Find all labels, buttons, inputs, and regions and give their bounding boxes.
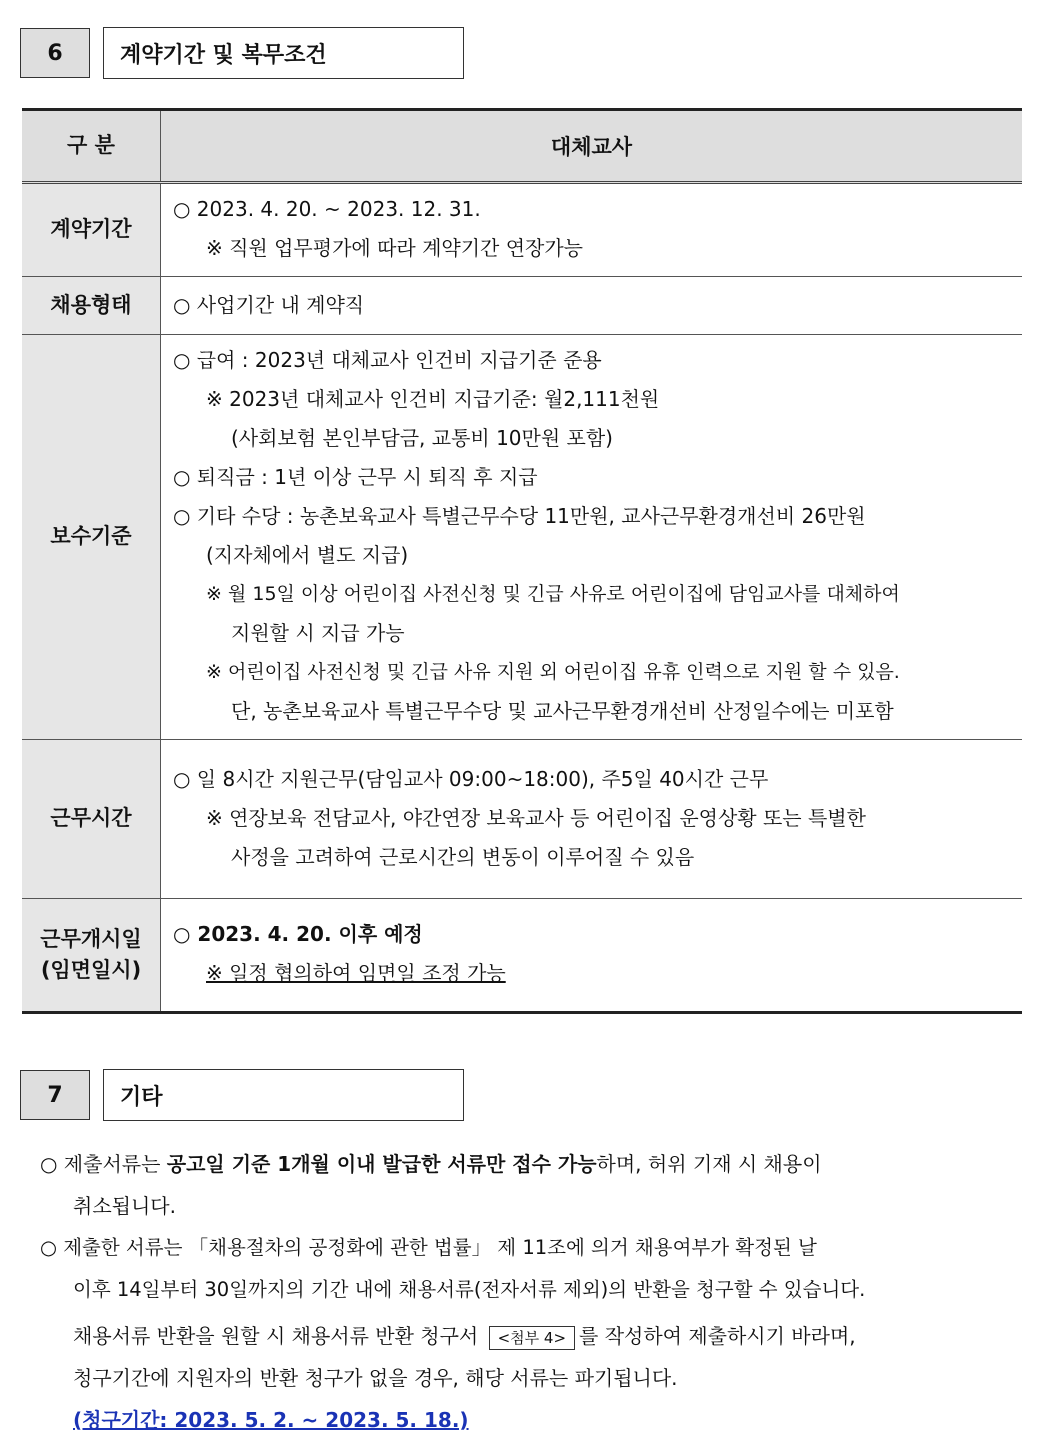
row-line: ○ 급여 : 2023년 대체교사 인건비 지급기준 준용 xyxy=(173,348,602,372)
note-paragraph-2: ○ 제출한 서류는 「채용절차의 공정화에 관한 법률」 제 11조에 의거 채용여부가 확정된 날 xyxy=(40,1236,817,1259)
section-title-7: 기타 xyxy=(103,1069,464,1121)
row-line: ○ 기타 수당 : 농촌보육교사 특별근무수당 11만원, 교사근무환경개선비 26만원 xyxy=(173,504,866,528)
note-text-line xyxy=(40,1315,1025,1357)
row-line: ○ 일 8시간 지원근무(담임교사 09:00~18:00), 주5일 40시간 근무 xyxy=(173,766,769,791)
note-text: 채용서류 반환을 원할 시 채용서류 반환 청구서 xyxy=(73,1324,479,1348)
row-line: 단, 농촌보육교사 특별근무수당 및 교사근무환경개선비 산정일수에는 미포함 xyxy=(231,699,894,723)
row-label-line: 근무개시일 xyxy=(40,926,142,951)
row-line: 지원할 시 지급 가능 xyxy=(231,621,405,645)
row-line: ※ 일정 협의하여 임면일 조정 가능 xyxy=(206,961,506,985)
table-row xyxy=(22,899,1022,1013)
row-label: 계약기간 xyxy=(22,183,161,277)
note-text: 하며, 허위 기재 시 채용이 xyxy=(596,1152,822,1176)
table-row xyxy=(22,335,1022,740)
note-text: ○ 제출서류는 xyxy=(40,1152,167,1176)
note-text: 이후 14일부터 30일까지의 기간 내에 채용서류(전자서류 제외)의 반환을 청구할 수 있습니다. xyxy=(73,1278,866,1301)
table-row xyxy=(22,183,1022,277)
header-substitute-teacher: 대체교사 xyxy=(161,110,1023,183)
section-number-7: 7 xyxy=(20,1070,90,1120)
other-notes xyxy=(40,1143,1025,1441)
note-text: 를 작성하여 제출하시기 바라며, xyxy=(579,1324,856,1348)
note-text: 취소됩니다. xyxy=(73,1194,176,1218)
note-text: 청구기간에 지원자의 반환 청구가 없을 경우, 해당 서류는 파기됩니다. xyxy=(73,1366,678,1390)
row-label-line: (임면일시) xyxy=(40,958,142,982)
row-label: 근무시간 xyxy=(22,740,161,899)
row-line: ○ 2023. 4. 20. 이후 예정 xyxy=(173,922,423,946)
contract-terms-table xyxy=(22,108,1022,1014)
claim-period: (청구기간: 2023. 5. 2. ~ 2023. 5. 18.) xyxy=(73,1408,469,1432)
table-row xyxy=(22,740,1022,899)
row-line: ※ 직원 업무평가에 따라 계약기간 연장가능 xyxy=(206,236,583,260)
row-line: ※ 연장보육 전담교사, 야간연장 보육교사 등 어린이집 운영상황 또는 특별한 xyxy=(206,805,866,830)
row-label-start-date xyxy=(22,899,161,1013)
header-category: 구 분 xyxy=(22,110,161,183)
table-header-row xyxy=(22,110,1022,183)
row-label: 보수기준 xyxy=(22,335,161,740)
row-line: (지자체에서 별도 지급) xyxy=(206,543,409,567)
row-line: ※ 2023년 대체교사 인건비 지급기준: 월2,111천원 xyxy=(206,387,660,411)
attachment-tag: <첨부 4> xyxy=(489,1326,575,1350)
row-line: (사회보험 본인부담금, 교통비 10만원 포함) xyxy=(231,426,613,450)
note-bold-text: 공고일 기준 1개월 이내 발급한 서류만 접수 가능 xyxy=(166,1152,597,1176)
table-row xyxy=(22,277,1022,335)
section-title-6: 계약기간 및 복무조건 xyxy=(103,27,464,79)
row-label: 채용형태 xyxy=(22,277,161,335)
row-line: ※ 월 15일 이상 어린이집 사전신청 및 긴급 사유로 어린이집에 담임교사를 대체하여 xyxy=(206,583,900,605)
row-line: ○ 퇴직금 : 1년 이상 근무 시 퇴직 후 지급 xyxy=(173,465,538,489)
row-line: ○ 사업기간 내 계약직 xyxy=(173,293,365,317)
note-paragraph-1 xyxy=(40,1143,1025,1185)
row-line: 사정을 고려하여 근로시간의 변동이 이루어질 수 있음 xyxy=(231,844,695,869)
row-line: ※ 어린이집 사전신청 및 긴급 사유 지원 외 어린이집 유휴 인력으로 지원 할 수 있음. xyxy=(206,661,900,683)
section-number-6: 6 xyxy=(20,28,90,78)
row-line: ○ 2023. 4. 20. ~ 2023. 12. 31. xyxy=(173,197,481,221)
